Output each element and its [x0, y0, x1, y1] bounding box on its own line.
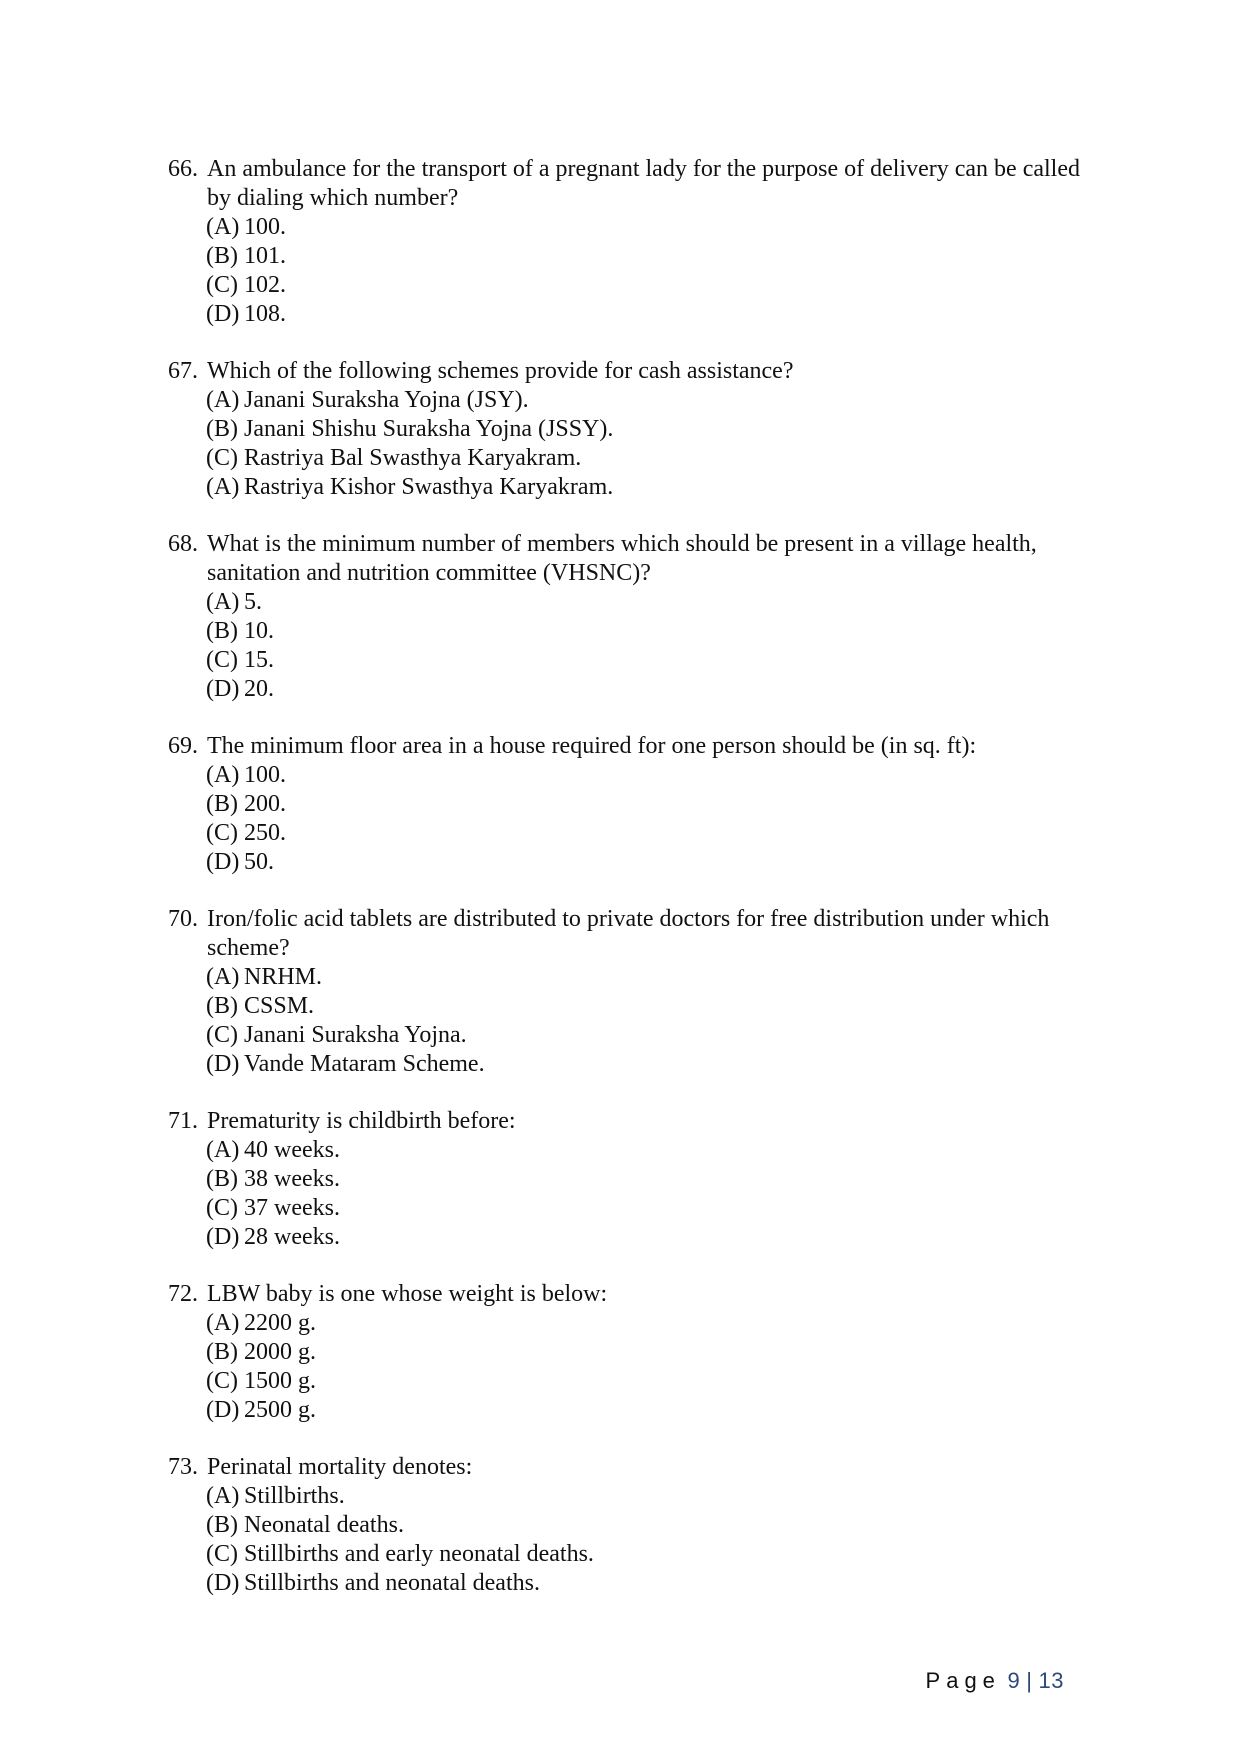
- option-label: (A): [206, 589, 240, 615]
- option-label: (C): [206, 1022, 238, 1048]
- question-66: [0, 155, 1241, 329]
- option-text: 2500 g.: [244, 1397, 316, 1423]
- option-text: Vande Mataram Scheme.: [244, 1051, 485, 1077]
- option: [0, 819, 1241, 848]
- option-text: 40 weeks.: [244, 1137, 340, 1163]
- option-text: 10.: [244, 618, 274, 644]
- option-label: (C): [206, 272, 238, 298]
- option: [0, 790, 1241, 819]
- page-word: Page: [925, 1668, 1001, 1693]
- option-text: 15.: [244, 647, 274, 673]
- option-label: (B): [206, 1166, 238, 1192]
- option-text: 100.: [244, 214, 286, 240]
- question-number: 67.: [168, 358, 198, 384]
- option-label: (A): [206, 1310, 240, 1336]
- question-text: An ambulance for the transport of a pregnant lady for the purpose of delivery can be called by dialing which number?: [207, 156, 1080, 211]
- option: [0, 1540, 1241, 1569]
- option-text: Stillbirths and neonatal deaths.: [244, 1570, 540, 1596]
- option-text: 50.: [244, 849, 274, 875]
- page-separator: |: [1026, 1668, 1033, 1693]
- option: [0, 386, 1241, 415]
- question-68: [0, 530, 1241, 704]
- question-stem: [0, 905, 1241, 963]
- option-text: Neonatal deaths.: [244, 1512, 404, 1538]
- option-text: CSSM.: [244, 993, 315, 1019]
- page-footer: [926, 1668, 1064, 1694]
- option: [0, 1511, 1241, 1540]
- option-text: 38 weeks.: [244, 1166, 340, 1192]
- question-stem: [0, 1453, 1241, 1482]
- option: [0, 848, 1241, 877]
- question-text: Which of the following schemes provide for cash assistance?: [207, 358, 794, 384]
- question-stem: [0, 155, 1241, 213]
- option-label: (C): [206, 1195, 238, 1221]
- option-text: 1500 g.: [244, 1368, 316, 1394]
- option-label: (D): [206, 1570, 240, 1596]
- option-text: Rastriya Kishor Swasthya Karyakram.: [244, 474, 614, 500]
- question-number: 69.: [168, 733, 198, 759]
- option-label: (A): [206, 387, 240, 413]
- option-label: (C): [206, 1368, 238, 1394]
- question-stem: [0, 1280, 1241, 1309]
- option-label: (B): [206, 1512, 238, 1538]
- option-text: 200.: [244, 791, 286, 817]
- option-label: (C): [206, 1541, 238, 1567]
- option-text: 100.: [244, 762, 286, 788]
- option-label: (A): [206, 474, 240, 500]
- option: [0, 1367, 1241, 1396]
- option: [0, 646, 1241, 675]
- option-label: (D): [206, 849, 240, 875]
- question-number: 66.: [168, 156, 198, 182]
- option: [0, 617, 1241, 646]
- option: [0, 761, 1241, 790]
- option: [0, 1223, 1241, 1252]
- question-stem: [0, 732, 1241, 761]
- option-text: Janani Suraksha Yojna (JSY).: [244, 387, 529, 413]
- question-stem: [0, 530, 1241, 588]
- option-text: 28 weeks.: [244, 1224, 340, 1250]
- option-label: (A): [206, 1137, 240, 1163]
- option-text: NRHM.: [244, 964, 323, 990]
- option-text: 2200 g.: [244, 1310, 316, 1336]
- option-label: (D): [206, 1051, 240, 1077]
- option: [0, 992, 1241, 1021]
- option-text: Janani Suraksha Yojna.: [244, 1022, 467, 1048]
- option-label: (D): [206, 1224, 240, 1250]
- option: [0, 300, 1241, 329]
- question-stem: [0, 1107, 1241, 1136]
- option-text: Stillbirths.: [244, 1483, 345, 1509]
- page-number: 9: [1007, 1668, 1021, 1693]
- option-text: Rastriya Bal Swasthya Karyakram.: [244, 445, 582, 471]
- option-label: (C): [206, 445, 238, 471]
- option-text: 2000 g.: [244, 1339, 316, 1365]
- option-label: (D): [206, 301, 240, 327]
- question-text: Perinatal mortality denotes:: [207, 1454, 473, 1480]
- option-label: (B): [206, 243, 238, 269]
- option: [0, 963, 1241, 992]
- question-69: [0, 732, 1241, 877]
- option: [0, 444, 1241, 473]
- question-text: Prematurity is childbirth before:: [207, 1108, 516, 1134]
- option: [0, 1338, 1241, 1367]
- question-73: [0, 1453, 1241, 1598]
- option: [0, 1482, 1241, 1511]
- option: [0, 271, 1241, 300]
- option-label: (B): [206, 1339, 238, 1365]
- question-67: [0, 357, 1241, 502]
- option-label: (A): [206, 964, 240, 990]
- option-label: (A): [206, 214, 240, 240]
- option-label: (B): [206, 791, 238, 817]
- option-label: (C): [206, 647, 238, 673]
- question-number: 70.: [168, 906, 198, 932]
- option: [0, 1050, 1241, 1079]
- option: [0, 1309, 1241, 1338]
- option: [0, 588, 1241, 617]
- option-label: (A): [206, 1483, 240, 1509]
- total-pages: 13: [1038, 1668, 1064, 1693]
- option: [0, 415, 1241, 444]
- question-text: Iron/folic acid tablets are distributed to private doctors for free distribution under which scheme?: [207, 906, 1050, 961]
- question-stem: [0, 357, 1241, 386]
- question-number: 71.: [168, 1108, 198, 1134]
- option: [0, 242, 1241, 271]
- option: [0, 1396, 1241, 1425]
- question-number: 68.: [168, 531, 198, 557]
- question-number: 72.: [168, 1281, 198, 1307]
- question-text: The minimum floor area in a house required for one person should be (in sq. ft):: [207, 733, 977, 759]
- option: [0, 1136, 1241, 1165]
- question-list: [0, 155, 1241, 1626]
- option-text: Janani Shishu Suraksha Yojna (JSSY).: [244, 416, 614, 442]
- question-72: [0, 1280, 1241, 1425]
- option-text: 20.: [244, 676, 274, 702]
- option-label: (D): [206, 1397, 240, 1423]
- question-70: [0, 905, 1241, 1079]
- option-text: 108.: [244, 301, 286, 327]
- option-label: (A): [206, 762, 240, 788]
- option: [0, 1021, 1241, 1050]
- option: [0, 675, 1241, 704]
- option-text: 250.: [244, 820, 286, 846]
- option-label: (B): [206, 993, 238, 1019]
- option: [0, 1569, 1241, 1598]
- option: [0, 1194, 1241, 1223]
- option: [0, 213, 1241, 242]
- option-text: 101.: [244, 243, 286, 269]
- question-text: What is the minimum number of members which should be present in a village health, sanitation and nutrition committee (VHSNC)?: [207, 531, 1037, 586]
- option-label: (D): [206, 676, 240, 702]
- option-label: (B): [206, 618, 238, 644]
- option: [0, 473, 1241, 502]
- option-text: Stillbirths and early neonatal deaths.: [244, 1541, 594, 1567]
- question-71: [0, 1107, 1241, 1252]
- option-text: 5.: [244, 589, 262, 615]
- option-label: (C): [206, 820, 238, 846]
- option-label: (B): [206, 416, 238, 442]
- option: [0, 1165, 1241, 1194]
- option-text: 102.: [244, 272, 286, 298]
- question-text: LBW baby is one whose weight is below:: [207, 1281, 608, 1307]
- option-text: 37 weeks.: [244, 1195, 340, 1221]
- question-number: 73.: [168, 1454, 198, 1480]
